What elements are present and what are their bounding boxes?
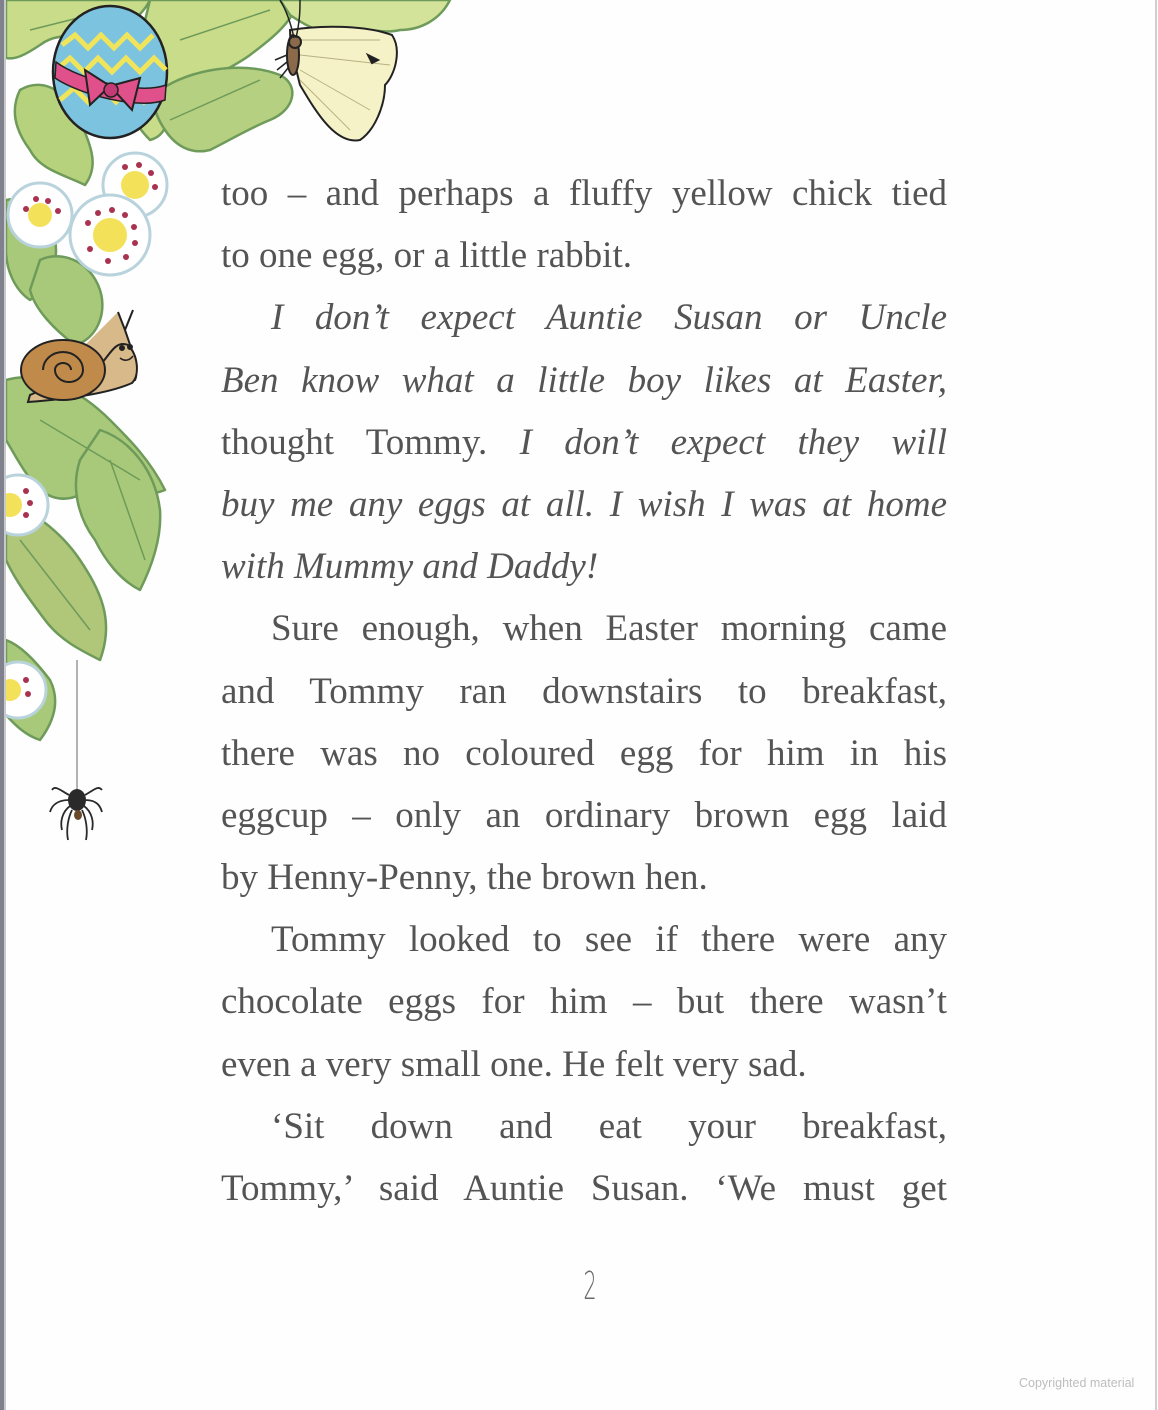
text-line: too – and perhaps a fluffy yellow chick tied — [221, 173, 947, 214]
easter-egg-icon — [53, 6, 167, 138]
text-line: by Henny-Penny, the brown hen. — [221, 857, 708, 899]
text-line: Tommy looked to see if there were any — [271, 919, 947, 961]
text-line: eggcup – only an ordinary brown egg laid — [221, 794, 947, 836]
text-line: thought Tommy. I don’t expect they will — [221, 421, 947, 463]
text-line: Ben know what a little boy likes at Easter, — [221, 359, 947, 401]
spider-icon — [50, 660, 102, 840]
text-line: buy me any eggs at all. I wish I was at home — [221, 483, 947, 525]
paragraph-4 — [221, 909, 947, 1096]
page-number: 2 — [583, 1264, 597, 1308]
story-text — [221, 163, 947, 1220]
text-line: with Mummy and Daddy! — [221, 546, 599, 588]
viewer-right-border — [1155, 0, 1157, 1410]
text-line: Tommy,’ said Auntie Susan. ‘We must get — [221, 1168, 947, 1209]
text-line: I don’t expect Auntie Susan or Uncle — [271, 297, 947, 339]
paragraph-2-thoughts — [221, 287, 947, 598]
copyright-watermark: Copyrighted material — [1019, 1376, 1135, 1390]
text-line: Sure enough, when Easter morning came — [271, 608, 947, 650]
paragraph-5 — [221, 1096, 947, 1220]
paragraph-3 — [221, 598, 947, 909]
text-line: there was no coloured egg for him in his — [221, 732, 947, 774]
text-line: to one egg, or a little rabbit. — [221, 235, 632, 277]
text-line: and Tommy ran downstairs to breakfast, — [221, 670, 947, 712]
text-line: chocolate eggs for him – but there wasn’t — [221, 981, 947, 1023]
text-line: ‘Sit down and eat your breakfast, — [271, 1105, 947, 1147]
paragraph-1 — [221, 163, 947, 287]
text-line: even a very small one. He felt very sad. — [221, 1043, 807, 1085]
